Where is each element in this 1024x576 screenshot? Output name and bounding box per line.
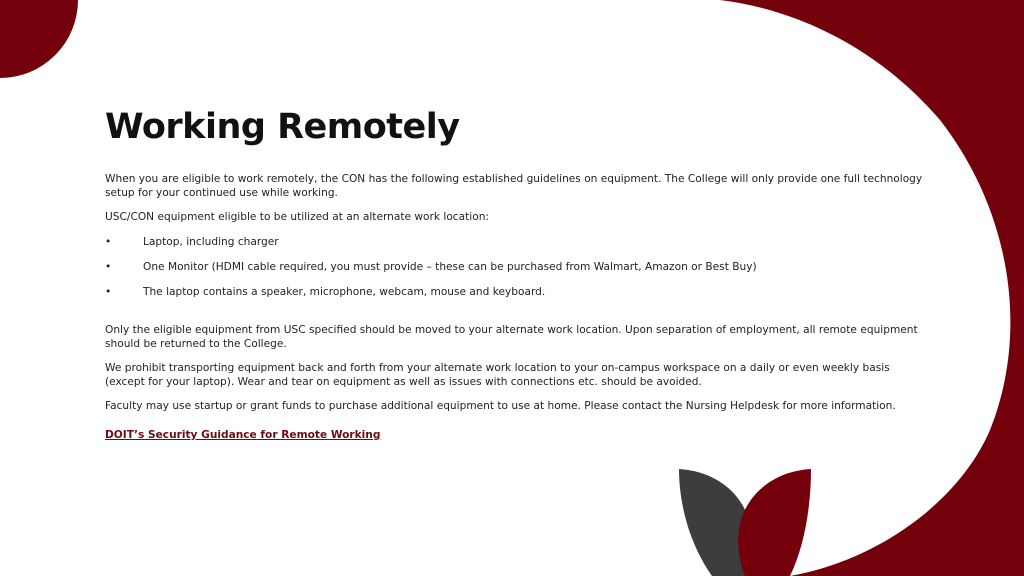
slide-content bbox=[105, 106, 930, 442]
bullet-dot: • bbox=[105, 236, 112, 248]
page-title: Working Remotely bbox=[105, 107, 460, 147]
bullet-dot: • bbox=[105, 286, 112, 298]
faculty-paragraph: Faculty may use startup or grant funds to purchase additional equipment to use at home. Please contact the Nursing Helpdesk for more information. bbox=[105, 400, 896, 412]
security-guidance-link[interactable]: DOIT’s Security Guidance for Remote Working bbox=[105, 429, 381, 441]
bullet-text: Laptop, including charger bbox=[143, 236, 279, 248]
bullet-dot: • bbox=[105, 261, 112, 273]
corner-circle-decoration bbox=[0, 0, 78, 78]
bullet-item-monitor bbox=[105, 260, 930, 274]
bullet-item-laptop bbox=[105, 235, 930, 249]
intro-paragraph: When you are eligible to work remotely, the CON has the following established guidelines on equipment. The College will only provide one full technology setup for your continued use while working. bbox=[105, 173, 923, 199]
bullet-text: One Monitor (HDMI cable required, you must provide – these can be purchased from Walmart, Amazon or Best Buy) bbox=[143, 261, 757, 273]
bullet-text: The laptop contains a speaker, microphone, webcam, mouse and keyboard. bbox=[143, 286, 546, 298]
eligible-only-paragraph: Only the eligible equipment from USC specified should be moved to your alternate work location. Upon separation of employment, all remote equipment should be returned to the College. bbox=[105, 324, 918, 350]
eligible-equipment-label: USC/CON equipment eligible to be utilized at an alternate work location: bbox=[105, 211, 489, 223]
prohibit-paragraph: We prohibit transporting equipment back and forth from your alternate work location to your on-campus workspace on a daily or even weekly basis (except for your laptop). Wear and tear on equipment as well as issues with connections etc. should be avoided. bbox=[105, 362, 890, 388]
leaf-maroon-decoration bbox=[738, 469, 811, 576]
bullet-item-laptop-features bbox=[105, 285, 930, 299]
